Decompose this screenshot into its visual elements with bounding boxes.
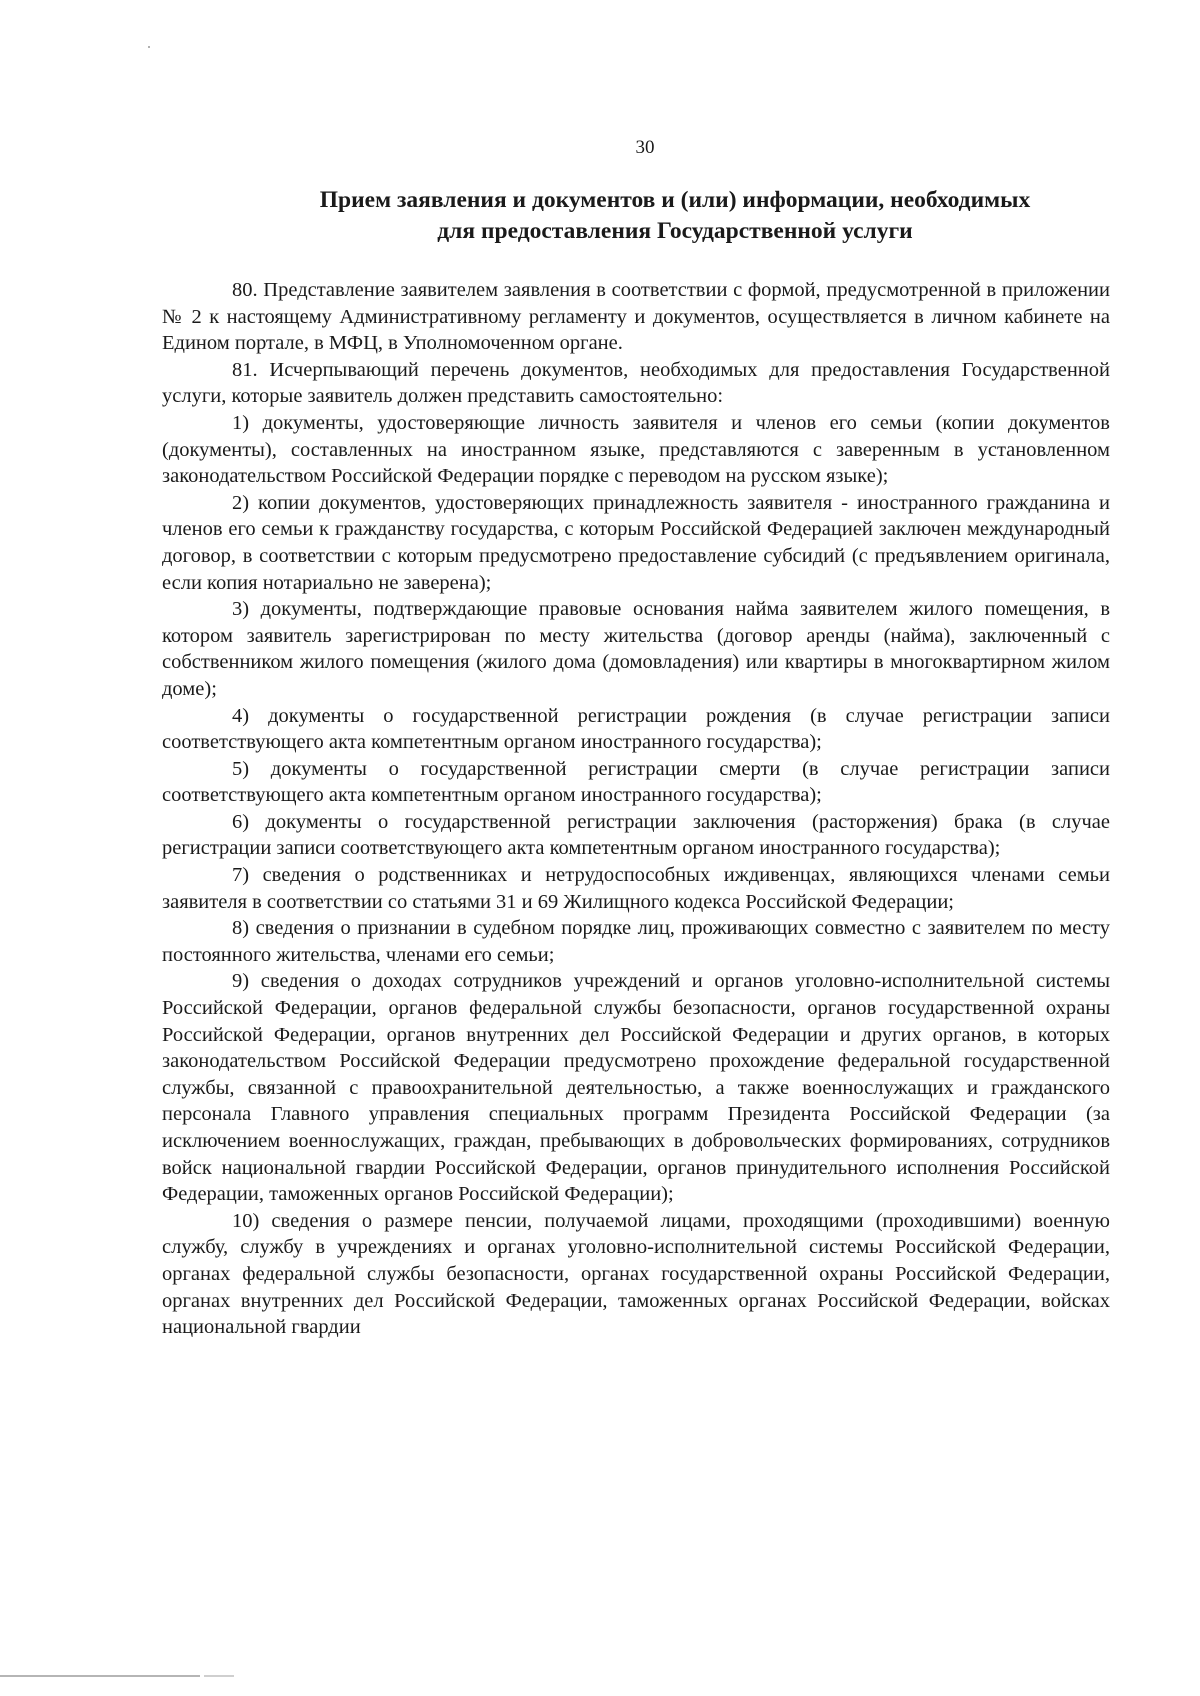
list-item-10: 10) сведения о размере пенсии, получаемой лицами, проходящими (проходившими) военную службу, службу в учреждениях и органах уголовно-исполнительной системы Российской Федерации, органах федеральной службы безопасности, органах государственной охраны Российской Федерации, органах внутренних дел Российской Федерации, таможенных органах Российской Федерации, войсках национальной гвардии (162, 1209, 1110, 1339)
list-item-2: 2) копии документов, удостоверяющих принадлежность заявителя - иностранного гражданина и членов его семьи к гражданству государства, с которым Российской Федерацией заключен международный договор, в соответствии с которым предусмотрено предоставление субсидий (с предъявлением оригинала, если копия нотариально не заверена); (162, 491, 1110, 594)
document-body (162, 277, 1110, 1341)
list-item-6: 6) документы о государственной регистрации заключения (расторжения) брака (в случае регистрации записи соответствующего акта компетентным органом иностранного государства); (162, 810, 1110, 860)
page-number: 30 (635, 137, 655, 158)
section-heading (200, 185, 1150, 247)
paragraph-80: 80. Представление заявителем заявления в соответствии с формой, предусмотренной в приложении № 2 к настоящему Административному регламенту и документов, осуществляется в личном кабинете на Едином портале, в МФЦ, в Уполномоченном органе. (162, 279, 1110, 355)
list-item-9: 9) сведения о доходах сотрудников учреждений и органов уголовно-исполнительной системы Российской Федерации, органов федеральной службы безопасности, органов государственной охраны Российской Федерации, органов внутренних дел Российской Федерации и других органов, в которых законодательством Российской Федерации предусмотрено прохождение федеральной государственной службы, связанной с правоохранительной деятельностью, а также военнослужащих и гражданского персонала Главного управления специальных программ Президента Российской Федерации (за исключением военнослужащих, граждан, пребывающих в добровольческих формированиях, сотрудников войск национальной гвардии Российской Федерации, органов принудительного исполнения Российской Федерации, таможенных органов Российской Федерации); (162, 970, 1110, 1206)
paragraph-81: 81. Исчерпывающий перечень документов, необходимых для предоставления Государственной услуги, которые заявитель должен представить самостоятельно: (162, 358, 1110, 408)
list-item-1: 1) документы, удостоверяющие личность заявителя и членов его семьи (копии документов (документы), составленных на иностранном языке, представляются с заверенным в установленном законодательством Российской Федерации порядке с переводом на русском языке); (162, 411, 1110, 488)
list-item-3: 3) документы, подтверждающие правовые основания найма заявителем жилого помещения, в котором заявитель зарегистрирован по месту жительства (договор аренды (найма), заключенный с собственником жилого помещения (жилого дома (домовладения) или квартиры в многоквартирном жилом доме); (162, 598, 1110, 700)
heading-line-1: Прием заявления и документов и (или) информации, необходимых (319, 187, 1031, 213)
list-item-8: 8) сведения о признании в судебном порядке лиц, проживающих совместно с заявителем по месту постоянного жительства, членами его семьи; (162, 917, 1110, 966)
scan-speck (148, 46, 150, 48)
scan-edge-line (204, 1675, 234, 1677)
heading-line-2: для предоставления Государственной услуги (437, 218, 913, 244)
scan-edge-line (0, 1675, 200, 1677)
list-item-4: 4) документы о государственной регистрации рождения (в случае регистрации записи соответствующего акта компетентным органом иностранного государства); (162, 704, 1110, 754)
list-item-7: 7) сведения о родственниках и нетрудоспособных иждивенцах, являющихся членами семьи заявителя в соответствии со статьями 31 и 69 Жилищного кодекса Российской Федерации; (162, 864, 1110, 913)
list-item-5: 5) документы о государственной регистрации смерти (в случае регистрации записи соответствующего акта компетентным органом иностранного государства); (162, 757, 1110, 807)
